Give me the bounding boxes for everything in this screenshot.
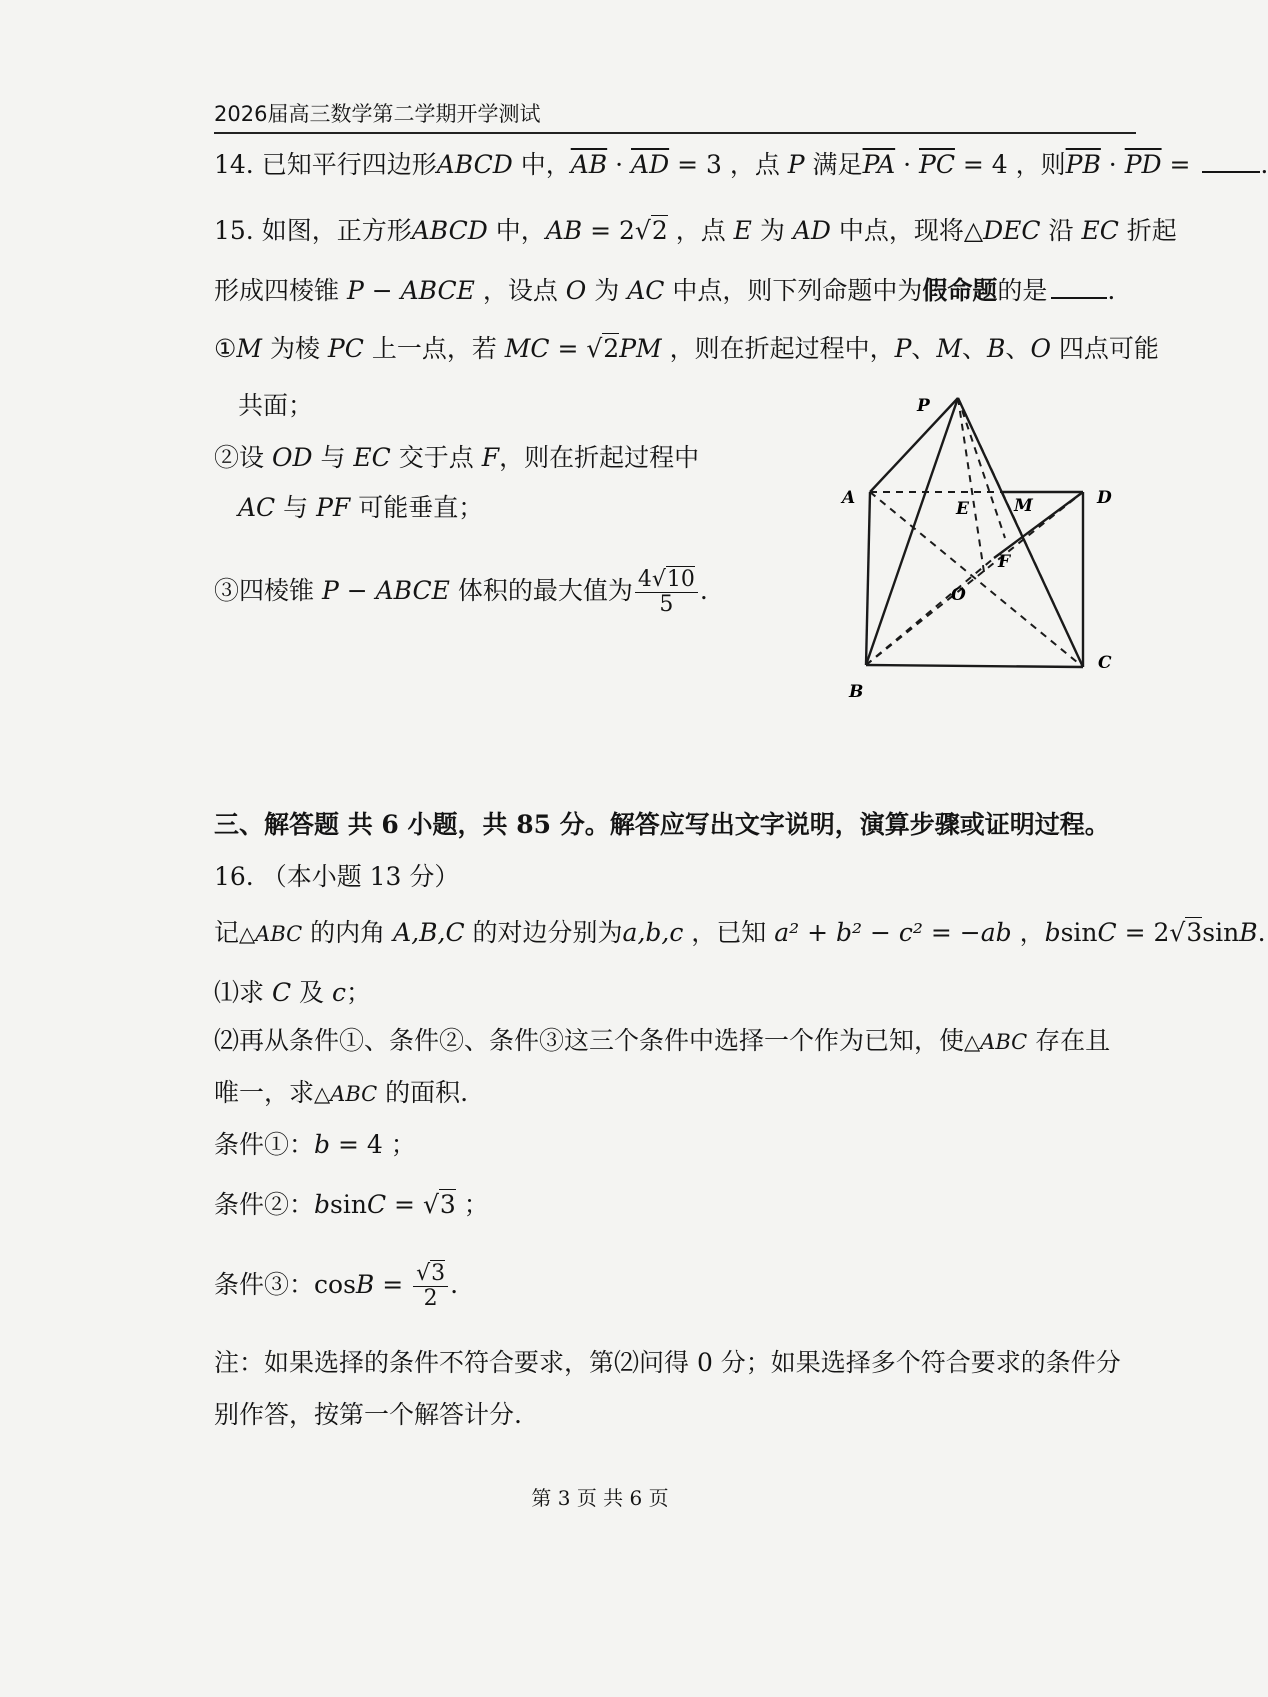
fraction-4sqrt10-over-5: $\frac{4√10}{5}$ (635, 568, 698, 617)
pyramid-figure (820, 380, 1120, 700)
question-16-note-cont: 别作答，按第一个解答计分. (214, 1400, 522, 1429)
question-15-option-2: ②设 OD 与 EC 交于点 F，则在折起过程中 (214, 443, 700, 472)
question-15-option-1: ①M 为棱 PC 上一点，若 MC = √2PM ，则在折起过程中，P、M、B、O 四点可能 (214, 334, 1159, 363)
label-F: F (998, 552, 1011, 572)
question-16-note: 注：如果选择的条件不符合要求，第⑵问得 0 分；如果选择多个符合要求的条件分 (214, 1348, 1121, 1377)
label-M: M (1014, 496, 1033, 516)
page-number: 第 3 页 共 6 页 (531, 1486, 669, 1510)
question-15-line-1: 15. 如图，正方形ABCD 中，AB = 2√2 ，点 E 为 AD 中点，现将△DEC 沿 EC 折起 (214, 216, 1177, 245)
label-E: E (956, 499, 969, 519)
question-16-part-2: ⑵再从条件①、条件②、条件③这三个条件中选择一个作为已知，使△ABC 存在且 (214, 1026, 1111, 1055)
answer-blank-14 (1202, 171, 1260, 173)
label-D: D (1097, 488, 1112, 508)
label-O: O (951, 585, 966, 605)
condition-2: 条件②：bsinC = √3 ； (214, 1190, 489, 1219)
question-16-stem: 记△ABC 的内角 A,B,C 的对边分别为a,b,c ，已知 a² + b² − c² = −ab ，bsinC = 2√3sinB. (214, 918, 1266, 947)
label-C: C (1098, 653, 1112, 673)
label-P: P (917, 396, 930, 416)
question-15-option-3: ③四棱锥 P − ABCE 体积的最大值为 $\frac{4√10}{5}$ . (214, 567, 708, 618)
section-3-heading: 三、解答题 共 6 小题，共 85 分。解答应写出文字说明，演算步骤或证明过程。 (214, 810, 1110, 839)
question-16-part-2-cont: 唯一，求△ABC 的面积. (214, 1078, 469, 1107)
condition-3: 条件③：cosB = $\frac{√3}{2}$ . (214, 1261, 459, 1312)
label-A: A (842, 488, 856, 508)
question-15-option-1-cont: 共面； (238, 391, 314, 420)
question-15-line-2: 形成四棱锥 P − ABCE ，设点 O 为 AC 中点，则下列命题中为假命题的是 . (214, 276, 1116, 305)
exam-header: 2026届高三数学第二学期开学测试 (214, 102, 541, 126)
condition-1: 条件①：b = 4 ； (214, 1130, 416, 1159)
fraction-sqrt3-over-2: $\frac{√3}{2}$ (413, 1262, 448, 1311)
question-16-title: 16. （本小题 13 分） (214, 862, 460, 891)
question-16-part-1: ⑴求 C 及 c； (214, 978, 372, 1007)
header-rule (214, 132, 1136, 134)
answer-blank-15 (1051, 297, 1107, 299)
question-14: 14. 已知平行四边形ABCD 中，$\overline{AB} \cdot \overline{AD} = 3$ ，点 P 满足$\overline{PA} \cdot \overline{PC} = 4$ ，则$\overline{PB} \cdot \overline{PD}$ = . (214, 150, 1268, 179)
question-15-option-2-cont: AC 与 PF 可能垂直； (238, 493, 484, 522)
label-B: B (849, 682, 864, 702)
